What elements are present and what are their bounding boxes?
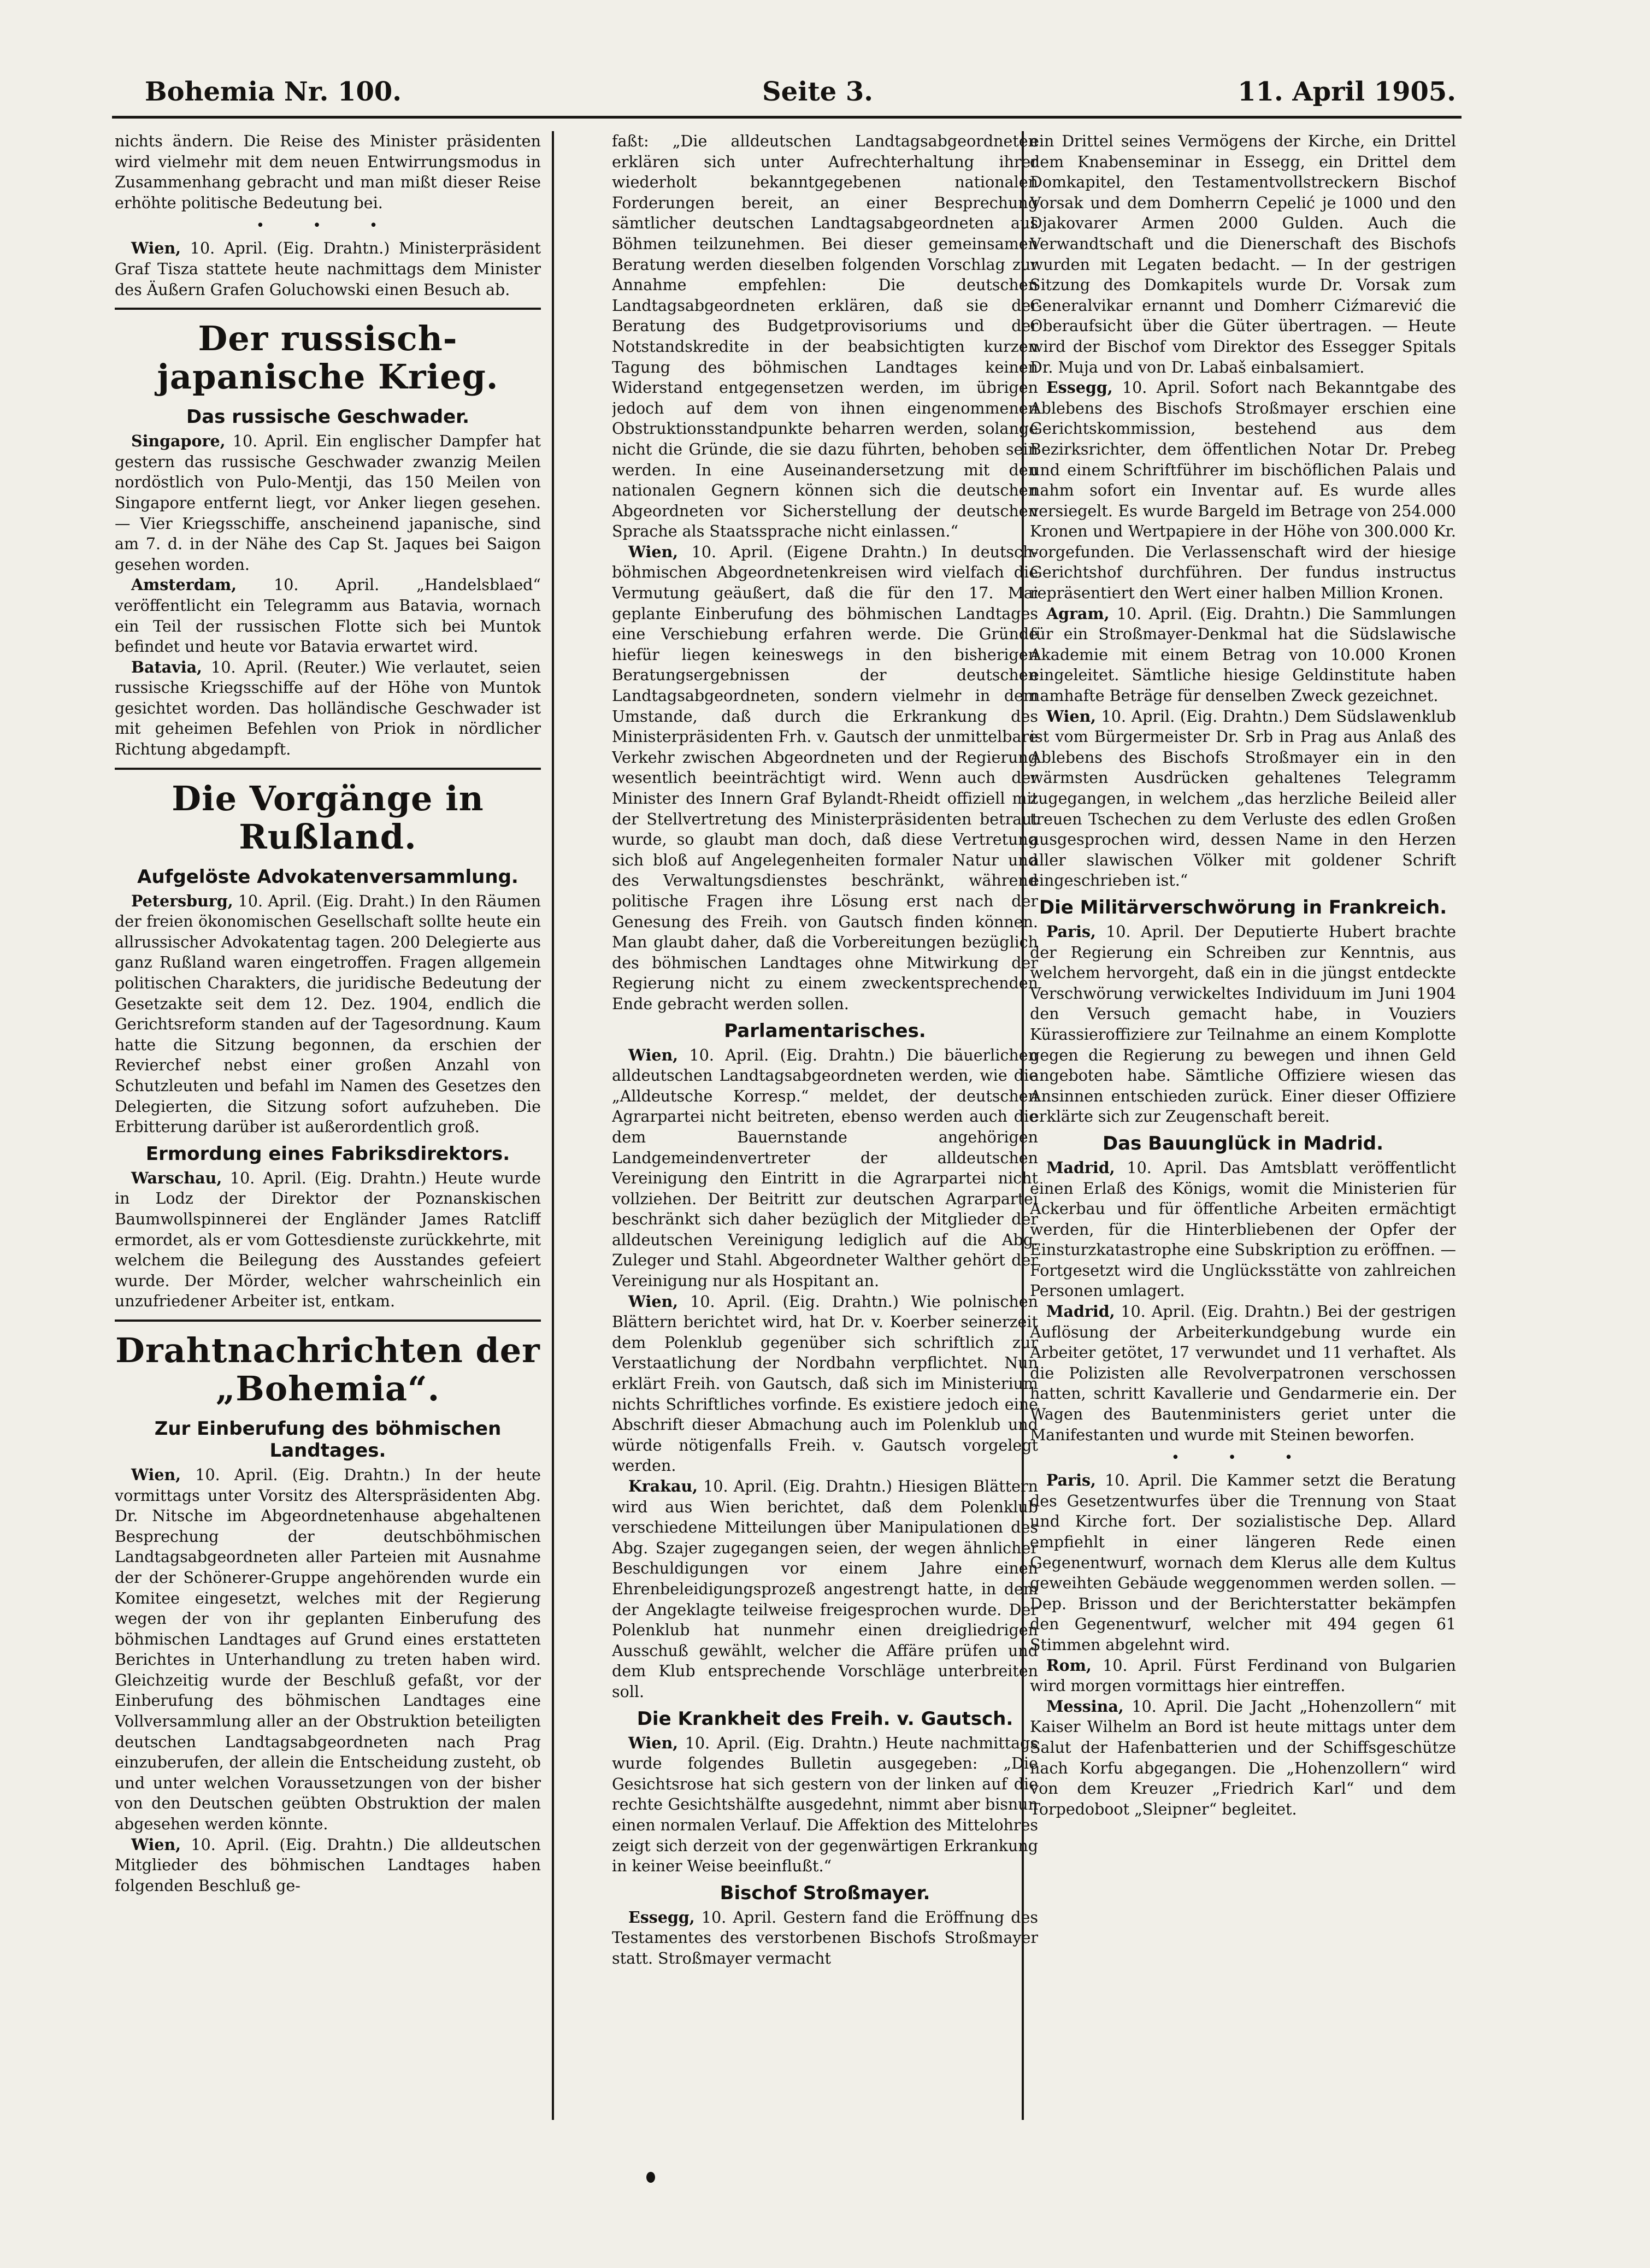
section-rule: [115, 1319, 541, 1322]
article-text: [612, 1907, 1038, 1969]
separator-dots: • • •: [256, 217, 400, 234]
article-text: [612, 1733, 1038, 1877]
section-rule: [115, 308, 541, 310]
article-text: faßt: „Die alldeutschen Landtagsabgeordneten erklären sich unter Aufrechterhaltung ihrer wiederholt bekanntgegebenen nationalen Forderungen bereit, an einer Besprechung sämtlicher deutschen Landtagsabgeordneten aus Böhmen teilzunehmen. Bei dieser gemeinsamen Beratung werden dieselben folgenden Vorschlag zur Annahme empfehlen: Die deutschen Landtagsabgeordneten erklären, daß sie der Beratung des Budgetprovisoriums und der Notstandskredite in der beabsichtigten kurzen Tagung des böhmischen Landtages keinen Widerstand entgegensetzen werden, im übrigen jedoch auf dem von ihnen eingenommenen Obstruktionsstandpunkte beharren werden, solange nicht die Gründe, die sie dazu führten, behoben sein werden. In eine Auseinandersetzung mit den nationalen Gegnern können sich die deutschen Abgeordneten vor Sicherstellung der deutschen Sprache als Staatssprache nicht einlassen.“: [612, 132, 1038, 541]
dateline: Essegg,: [1046, 378, 1113, 397]
article-body: 10. April. (Eig. Drahtn.) Dem Südslawenklub ist vom Bürgermeister Dr. Srb in Prag aus Anlaß des Ablebens des Bischofs Stroßmayer ein in den wärmsten Ausdrücken gehaltenes Telegramm zugegangen, in welchem „das herzliche Beileid aller treuen Tschechen zu dem Verluste des edlen Großen ausgesprochen wird, dessen Name in den Herzen aller slawischen Völker mit goldener Schrift eingeschrieben ist.“: [1030, 707, 1456, 890]
article-text: [612, 1476, 1038, 1703]
article-body: 10. April. (Eig. Drahtn.) Heute nachmittags wurde folgendes Bulletin ausgegeben: „Die Gesichtsrose hat sich gestern von der linken auf die rechte Gesichtshälfte ausgedehnt, nimmt aber bisnun einen normalen Verlauf. Die Affektion des Mittelohres zeigt sich derzeit von der gegenwärtigen Erkrankung in keiner Weise beeinflußt.“: [612, 1734, 1038, 1876]
subheading: Die Krankheit des Freih. v. Gautsch.: [637, 1707, 1013, 1730]
article-text: [1030, 922, 1456, 1127]
dateline: Wien,: [628, 542, 679, 561]
article-text: [1030, 378, 1456, 604]
article-body: 10. April. Die Kammer setzt die Beratung des Gesetzentwurfes über die Trennung von Staat und Kirche fort. Der sozialistische Dep. Allard empfiehlt in einer längeren Rede einen Gegenentwurf, wornach dem Klerus alle dem Kultus geweihten Gebäude weggenommen werden sollen. — Dep. Brisson und der Berichterstatter bekämpfen den Gegenentwurf, welcher mit 494 gegen 61 Stimmen abgelehnt wird.: [1030, 1471, 1456, 1654]
dateline: Wien,: [628, 1733, 679, 1752]
subheading: Zur Einberufung des böhmischen Landtages.: [154, 1417, 502, 1462]
dateline: Petersburg,: [131, 891, 233, 910]
article-body: 10. April. Ein englischer Dampfer hat gestern das russische Geschwader zwanzig Meilen nordöstlich von Pulo-Mentji, das 150 Meilen von Singapore entfernt liegt, vor Anker liegen gesehen. — Vier Kriegsschiffe, anscheinend japanische, sind am 7. d. in der Nähe des Cap St. Jaques bei Saigon gesehen worden.: [115, 432, 541, 574]
article-body: 10. April. Fürst Ferdinand von Bulgarien wird morgen vormittags hier eintreffen.: [1030, 1656, 1456, 1695]
article-body: 10. April. (Eig. Drahtn.) Bei der gestrigen Auflösung der Arbeiterkundgebung wurde ein Arbeiter getötet, 17 verwundet und 11 verhaftet. Als die Polizisten alle Revolverpatronen verschossen hatten, schritt Kavallerie und Gendarmerie ein. Der Wagen des Bautenministers geriet unter die Manifestanten und wurde mit Steinen beworfen.: [1030, 1303, 1456, 1444]
dateline: Wien,: [1046, 706, 1097, 726]
dateline: Essegg,: [628, 1907, 695, 1927]
separator-dots: • • •: [1171, 1450, 1315, 1466]
article-body: 10. April. Gestern fand die Eröffnung des Testamentes des verstorbenen Bischofs Stroßmayer statt. Stroßmayer vermacht: [612, 1908, 1038, 1967]
section-heading: Der russisch-japanische Krieg.: [157, 319, 499, 397]
article-text: nichts ändern. Die Reise des Minister präsidenten wird vielmehr mit dem neuen Entwirrungsmodus in Zusammenhang gebracht und man mißt dieser Reise erhöhte politische Bedeutung bei.: [115, 132, 541, 212]
dateline: Wien,: [628, 1045, 679, 1064]
article-body: 10. April. (Eig. Drahtn.) Wie polnischen Blättern berichtet wird, hat Dr. v. Koerber seinerzeit dem Polenklub gegenüber sich schriftlich zur Verstaatlichung der Nordbahn verpflichtet. Nun erklärt Freih. von Gautsch, daß sich im Ministerium nichts Schriftliches vorfinde. Es existiere jedoch eine Abschrift dieser Abmachung auch im Polenklub und würde nötigenfalls Freih. v. Gautsch vorgelegt werden.: [612, 1292, 1038, 1475]
dateline: Madrid,: [1046, 1302, 1115, 1321]
article-text: ein Drittel seines Vermögens der Kirche, ein Drittel dem Knabenseminar in Essegg, ein Drittel dem Domkapitel, den Testamentvollstreckern Bischof Vorsak und dem Domherrn Cepelić je 1000 und den Djakovarer Armen 2000 Gulden. Auch die Verwandtschaft und die Dienerschaft des Bischofs wurden mit Legaten bedacht. — In der gestrigen Sitzung des Domkapitels wurde Dr. Vorsak zum Generalvikar ernannt und Domherr Ciźmarević die Oberaufsicht über die Güter übertragen. — Heute wird der Bischof vom Direktor des Essegger Spitals Dr. Muja und von Dr. Labaš einbalsamiert.: [1030, 132, 1456, 376]
article-body: 10. April. (Eig. Drahtn.) In der heute vormittags unter Vorsitz des Alterspräsidenten Abg. Dr. Nitsche im Abgeordnetenhause abgehaltenen Besprechung der deutschböhmischen Landtagsabgeordneten aller Parteien mit Ausnahme der der Schönerer-Gruppe angehörenden wurde ein Komitee eingesetzt, welches mit der Regierung wegen der von ihr geplanten Einberufung des böhmischen Landtages auf Grund eines erstatteten Berichtes in Unterhandlung zu treten haben wird. Gleichzeitig wurde der Beschluß gefaßt, vor der Einberufung des böhmischen Landtages eine Vollversammlung aller an der Obstruktion beteiligten deutschen Landtagsabgeordneten nach Prag einzuberufen, der allein die Entscheidung zusteht, ob und unter welchen Voraussetzungen von der bisher von den Deutschen geübten Obstruktion der malen abgesehen werden könnte.: [115, 1465, 541, 1834]
subheading: Ermordung eines Fabriksdirektors.: [145, 1142, 510, 1165]
column-1: [115, 131, 541, 2120]
article-text: [115, 575, 541, 657]
dateline: Krakau,: [628, 1477, 698, 1495]
article-text: [1030, 1470, 1456, 1655]
dateline: Batavia,: [131, 657, 202, 676]
dateline: Amsterdam,: [131, 575, 237, 594]
section-heading: Drahtnachrichten der „Bohemia“.: [115, 1330, 540, 1409]
article-text: [115, 891, 541, 1138]
dateline: Wien,: [131, 239, 181, 258]
article-text: [1030, 604, 1456, 706]
dateline: Wien,: [628, 1292, 679, 1311]
article-text: [115, 238, 541, 300]
article-body: 10. April. (Eig. Draht.) In den Räumen der freien ökonomischen Gesellschaft sollte heute ein allrussischer Advokatentag tagen. 200 Delegierte aus ganz Rußland waren eingetroffen. Fragen allgemein politischen Charakters, die juridische Bedeutung der Gesetzakte seit dem 12. Dez. 1904, endlich die Gerichtsreform standen auf der Tagesordnung. Kaum hatte die Sitzung begonnen, da erschien der Revierchef nebst einer großen Anzahl von Schutzleuten und befahl im Namen des Gesetzes den Delegierten, die Sitzung sofort aufzuheben. Die Erbitterung darüber ist außerordentlich groß.: [115, 892, 541, 1136]
dateline: Paris,: [1046, 922, 1096, 941]
dateline: Wien,: [131, 1465, 181, 1484]
article-text: [115, 431, 541, 575]
article-body: 10. April. (Reuter.) Wie verlautet, seien russische Kriegsschiffe auf der Höhe von Muntok gesichtet worden. Das holländische Geschwader ist mit geheimen Befehlen von Priok in nördlicher Richtung abgedampft.: [115, 658, 541, 759]
article-body: 10. April. (Eig. Drahtn.) Ministerpräsident Graf Tisza stattete heute nachmittags dem Minister des Äußern Grafen Goluchowski einen Besuch ab.: [115, 239, 541, 299]
article-body: 10. April. Das Amtsblatt veröffentlicht einen Erlaß des Königs, womit die Ministerien für Ackerbau und für öffentliche Arbeiten ermächtigt werden, für die Hinterbliebenen der Opfer der Einsturzkatastrophe eine Subskription zu eröffnen. — Fortgesetzt wird die Unglücksstätte von zahlreichen Personen umlagert.: [1030, 1158, 1456, 1300]
article-body: 10. April. (Eig. Drahtn.) Hiesigen Blättern wird aus Wien berichtet, daß dem Polenklub verschiedene Mitteilungen über Manipulationen des Abg. Szajer zugegangen seien, der wegen ähnlicher Beschuldigungen vor einem Jahre einen Ehrenbeleidigungsprozeß angestrengt hatte, in dem der Angeklagte teilweise freigesprochen wurde. Der Polenklub hat nunmehr einen dreigliedrigen Ausschuß gewählt, welcher die Affäre prüfen und dem Klub entsprechende Vorschläge unterbreiten soll.: [612, 1477, 1038, 1701]
dateline: Singapore,: [131, 432, 226, 451]
subheading: Aufgelöste Advokatenversammlung.: [137, 865, 518, 888]
article-body: 10. April. Der Deputierte Hubert brachte der Regierung ein Schreiben zur Kenntnis, aus welchem hervorgeht, daß ein in die jüngst entdeckte Verschwörung verwickeltes Individuum im Juni 1904 den Versuch gemacht habe, in Vouziers Kürassieroffiziere zur Teilnahme an einem Komplotte gegen die Regierung zu bewegen und ihnen Geld angeboten habe. Sämtliche Offiziere wiesen das Ansinnen entschieden zurück. Einer dieser Offiziere erklärte sich zur Zeugenschaft bereit.: [1030, 922, 1456, 1126]
article-text: [1030, 1656, 1456, 1696]
dateline: Warschau,: [131, 1168, 222, 1187]
article-body: 10. April. Die Jacht „Hohenzollern“ mit Kaiser Wilhelm an Bord ist heute mittags unter dem Salut der Hafenbatterien und der Schiffsgeschütze nach Korfu abgegangen. Die „Hohenzollern“ wird von dem Kreuzer „Friedrich Karl“ und dem Torpedoboot „Sleipner“ begleitet.: [1030, 1697, 1456, 1818]
article-body: 10. April. (Eig. Drahtn.) Die Sammlungen für ein Stroßmayer-Denkmal hat die Südslawische Akademie mit einem Betrag von 10.000 Kronen eingeleitet. Sämtliche hiesige Geldinstitute haben namhafte Beträge für denselben Zweck gezeichnet.: [1030, 604, 1456, 705]
subheading: Bischof Stroßmayer.: [720, 1882, 930, 1904]
dateline: Madrid,: [1046, 1158, 1115, 1177]
dateline: Agram,: [1046, 604, 1110, 623]
article-text: [115, 657, 541, 760]
section-rule: [115, 768, 541, 770]
article-text: [115, 1835, 541, 1896]
dateline: Paris,: [1046, 1471, 1096, 1490]
article-text: [612, 1045, 1038, 1292]
article-text: [1030, 1158, 1456, 1301]
article-text: [1030, 706, 1456, 891]
masthead-title: Bohemia Nr. 100.: [145, 76, 402, 107]
article-text: [115, 1465, 541, 1835]
dateline: Rom,: [1046, 1656, 1092, 1675]
column-3: [1030, 131, 1456, 2120]
subheading: Parlamentarisches.: [724, 1020, 926, 1042]
masthead-rule: [112, 116, 1462, 119]
subheading: Das russische Geschwader.: [186, 406, 469, 428]
ink-dot: [646, 2172, 655, 2183]
article-text: [1030, 1301, 1456, 1445]
masthead: [139, 76, 1462, 109]
dateline: Messina,: [1046, 1696, 1124, 1716]
subheading: Das Bauunglück in Madrid.: [1102, 1132, 1383, 1154]
article-body: 10. April. (Eigene Drahtn.) In deutsch-böhmischen Abgeordnetenkreisen wird vielfach die Vermutung geäußert, daß die für den 17. Mai geplante Einberufung des böhmischen Landtages eine Verschiebung erfahren werde. Die Gründe hiefür liegen keineswegs in den bisherigen Beratungsergebnissen der deutschen Landtagsabgeordneten, sondern vielmehr in dem Umstande, daß durch die Erkrankung des Ministerpräsidenten Frh. v. Gautsch der unmittelbare Verkehr zwischen Abgeordneten und der Regierung wesentlich beeinträchtigt wird. Wenn auch der Minister des Innern Graf Bylandt-Rheidt offiziell mit der Stellvertretung des Ministerpräsidenten betraut wurde, so glaubt man doch, daß diese Vertretung sich bloß auf Angelegenheiten formaler Natur und des Verwaltungsdienstes beschränkt, während politische Fragen ihre Lösung erst nach der Genesung des Freih. von Gautsch finden können. Man glaubt daher, daß die Vorbereitungen bezüglich des böhmischen Landtages ohne Mitwirkung der Regierung nicht zu einem zweckentsprechenden Ende gebracht werden sollen.: [612, 543, 1038, 1013]
article-text: [612, 542, 1038, 1015]
article-text: [1030, 1696, 1456, 1820]
article-text: [612, 1292, 1038, 1476]
subheading: Die Militärverschwörung in Frankreich.: [1039, 896, 1447, 918]
article-body: 10. April. (Eig. Drahtn.) Die bäuerlichen alldeutschen Landtagsabgeordneten werden, wie die „Alldeutsche Korresp.“ meldet, der deutschen Agrarpartei nicht beitreten, ebenso werden auch die dem Bauernstande angehörigen Landgemeindenvertreter der alldeutschen Vereinigung den Eintritt in die Agrarpartei nicht vollziehen. Der Beitritt zur deutschen Agrarpartei beschränkt sich daher bezüglich der Mitglieder der alldeutschen Vereinigung lediglich auf die Abg. Zuleger und Stahl. Abgeordneter Walther gehört der Vereinigung nur als Hospitant an.: [612, 1046, 1038, 1291]
article-body: 10. April. (Eig. Drahtn.) Die alldeutschen Mitglieder des böhmischen Landtages haben folgenden Beschluß ge-: [115, 1835, 541, 1895]
article-body: 10. April. „Handelsblaed“ veröffentlicht ein Telegramm aus Batavia, wornach ein Teil der russischen Flotte sich bei Muntok befindet und heute vor Batavia erwartet wird.: [115, 576, 541, 656]
masthead-date: 11. April 1905.: [1238, 76, 1456, 107]
article-body: 10. April. (Eig. Drahtn.) Heute wurde in Lodz der Direktor der Poznanskischen Baumwollspinnerei der Engländer James Ratcliff ermordet, als er vom Gottesdienste zurückkehrte, mit welchem die Beilegung des Ausstandes gefeiert wurde. Der Mörder, welcher wahrscheinlich ein unzufriedener Arbeiter ist, entkam.: [115, 1169, 541, 1311]
column-2: [612, 131, 1038, 2120]
column-rule-1: [552, 131, 554, 2120]
masthead-page-number: Seite 3.: [762, 76, 873, 107]
article-text: [115, 1168, 541, 1312]
section-heading: Die Vorgänge in Rußland.: [172, 778, 484, 857]
article-body: 10. April. Sofort nach Bekanntgabe des Ablebens des Bischofs Stroßmayer erschien eine Gerichtskommission, bestehend aus dem Bezirksrichter, dem öffentlichen Notar Dr. Prebeg und einem Schriftführer im bischöflichen Palais und nahm sofort ein Inventar auf. Es wurde alles versiegelt. Es wurde Bargeld im Betrage von 254.000 Kronen und Wertpapiere in der Höhe von 300.000 Kr. vorgefunden. Die Verlassenschaft wird der hiesige Gerichtshof durchführen. Der fundus instructus repräsentiert den Wert einer halben Million Kronen.: [1030, 379, 1456, 603]
dateline: Wien,: [131, 1835, 181, 1854]
